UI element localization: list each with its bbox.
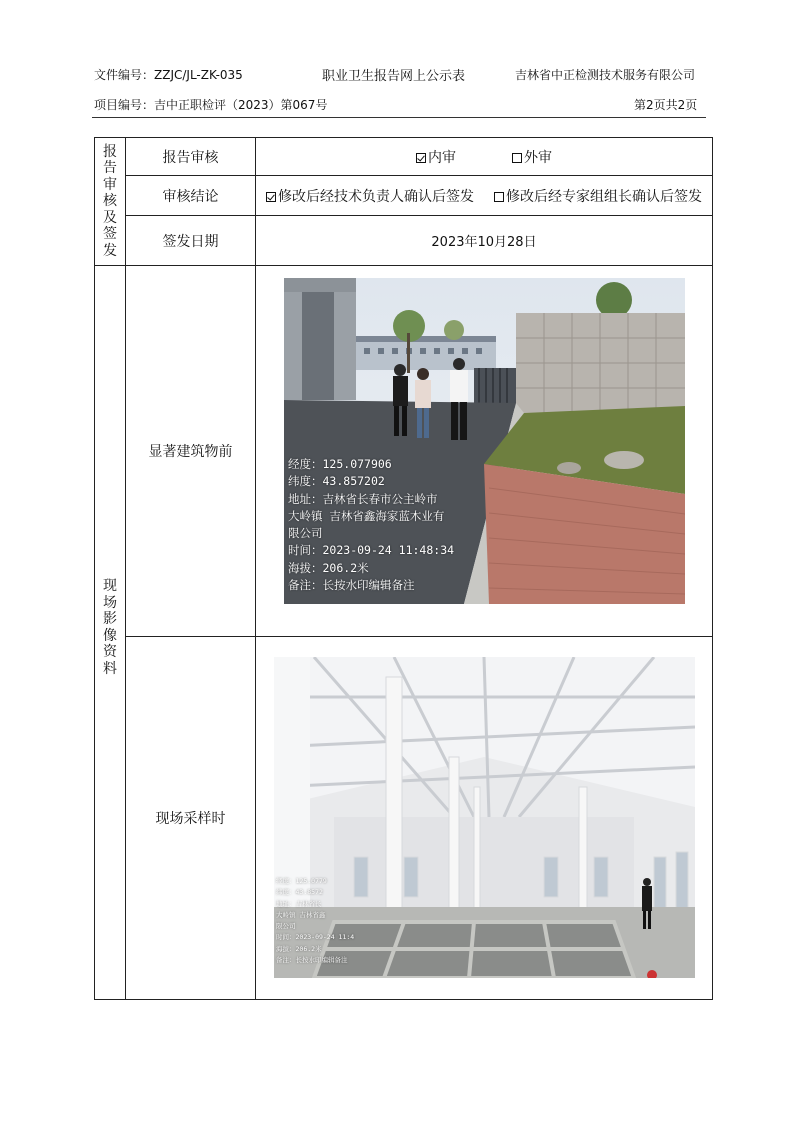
watermark-line: 大岭镇 吉林省鑫: [276, 910, 326, 919]
watermark-line: 经度：125.077906: [288, 457, 392, 471]
col-divider-2: [255, 138, 256, 999]
issue-date-value: 2023年10月28日: [431, 235, 537, 250]
watermark-line: 地址：吉林省长: [276, 899, 322, 908]
option-text: 外审: [524, 149, 552, 166]
side-char: 告: [103, 160, 117, 177]
tech-lead-option[interactable]: [266, 186, 474, 206]
company-name: 吉林省中正检测技术服务有限公司: [515, 68, 696, 82]
watermark-line: 经度：125.0779: [276, 877, 327, 885]
building-photo: [284, 278, 685, 604]
watermark-line: 地址：吉林省长春市公主岭市: [288, 491, 438, 506]
option-text: 修改后经专家组组长确认后签发: [506, 188, 702, 205]
checked-box-icon[interactable]: [416, 153, 426, 163]
side-char: 像: [103, 627, 117, 644]
sampling-photo: [274, 657, 695, 978]
side-char: 资: [103, 644, 117, 660]
watermark-line: 大岭镇 吉林省鑫海家蓝木业有: [288, 508, 445, 523]
page-info: 第2页共2页: [634, 98, 698, 112]
header-divider: [92, 117, 706, 118]
empty-box-icon[interactable]: [494, 192, 504, 202]
external-review-option[interactable]: [512, 147, 552, 167]
report-review-label: 报告审核: [162, 149, 219, 166]
watermark-line: 时间：2023-09-24 11:4: [276, 933, 355, 942]
side-char: 签: [103, 226, 117, 243]
watermark-line: 纬度：43.8572: [276, 888, 323, 897]
project-number: 项目编号：吉中正职检评（2023）第067号: [94, 98, 328, 112]
watermark-line: 时间：2023-09-24 11:48:34: [288, 543, 455, 558]
side-char: 审: [103, 176, 117, 193]
watermark-line: 纬度：43.857202: [288, 474, 385, 489]
side-char: 核: [103, 193, 117, 210]
option-text: 内审: [428, 149, 456, 166]
watermark-line: 限公司: [276, 922, 296, 931]
review-side-label: [95, 138, 125, 265]
expert-lead-option[interactable]: [494, 186, 702, 206]
option-text: 修改后经技术负责人确认后签发: [278, 188, 474, 205]
doc-title: 职业卫生报告网上公示表: [322, 69, 466, 84]
photo-side-label: [95, 266, 125, 999]
sampling-photo-label: 现场采样时: [155, 811, 226, 827]
issue-date-label: 签发日期: [162, 233, 219, 250]
empty-box-icon[interactable]: [512, 153, 522, 163]
internal-review-option[interactable]: [416, 147, 456, 167]
side-char: 发: [103, 242, 117, 259]
publicity-table: [94, 137, 713, 1000]
watermark-line: 海拔：206.2米: [276, 944, 322, 953]
review-conclusion-options: [256, 176, 712, 215]
side-char: 料: [103, 660, 117, 677]
side-char: 场: [103, 594, 117, 611]
building-photo-label: 显著建筑物前: [148, 444, 233, 460]
watermark-line: 备注：长按水印编辑备注: [288, 578, 415, 593]
side-char: 及: [103, 209, 117, 226]
watermark-line: 备注：长按水印编辑备注: [276, 956, 348, 965]
doc-number: 文件编号：ZZJC/JL-ZK-035: [94, 68, 243, 82]
side-char: 报: [103, 143, 117, 160]
geo-watermark: [288, 456, 454, 594]
geo-watermark: [276, 876, 354, 966]
watermark-line: 海拔：206.2米: [288, 560, 369, 575]
report-review-options: [256, 138, 712, 175]
review-conclusion-label: 审核结论: [162, 188, 219, 205]
side-char: 影: [103, 611, 117, 627]
checked-box-icon[interactable]: [266, 192, 276, 202]
side-char: 现: [103, 578, 117, 594]
watermark-line: 限公司: [288, 526, 323, 541]
